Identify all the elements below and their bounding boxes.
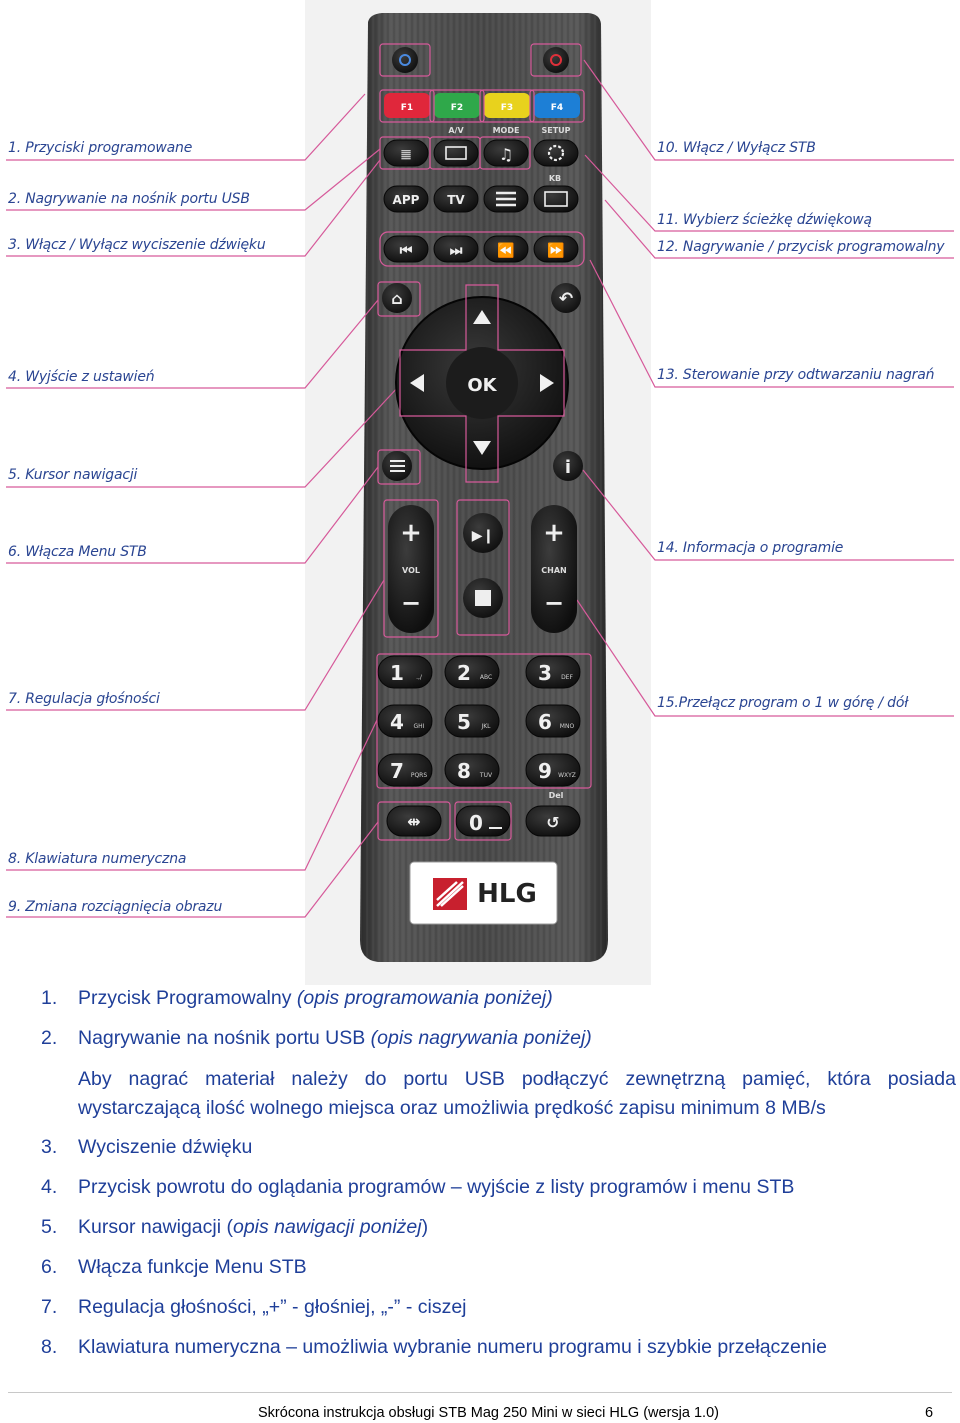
callout-program-info: 14. Informacja o programie: [657, 540, 844, 556]
callout-programmable-buttons: 1. Przyciski programowane: [8, 140, 193, 156]
list-item-7: [41, 1296, 467, 1319]
channel-down-icon: −: [543, 589, 565, 617]
usb-recording-paragraph: Aby nagrać materiał należy do portu USB podłączyć zewnętrzną pamięć, która posiada wystarczającą ilość wolnego miejsca oraz umożliwia prędkość zapisu minimum 8 MB/s: [78, 1068, 956, 1119]
number-key-digit: 9: [538, 759, 552, 783]
page-number: 6: [925, 1405, 934, 1421]
footer-text: Skrócona instrukcja obsługi STB Mag 250 Mini w sieci HLG (wersja 1.0): [258, 1405, 719, 1421]
number-key-digit: 5: [457, 710, 471, 734]
function-key-label-1: F1: [400, 103, 414, 113]
power-button: [543, 47, 569, 73]
list-item-5: [41, 1216, 428, 1239]
number-key-4: [378, 705, 432, 737]
back-icon: ↶: [558, 289, 574, 309]
play-pause-icon: ▶❙: [471, 528, 495, 544]
number-key-letters: WXYZ: [558, 772, 576, 779]
list-item-3: [41, 1136, 252, 1159]
footer-divider: [8, 1392, 952, 1393]
function-key-label-4: F4: [550, 103, 564, 113]
list-text: Regulacja głośności, „+” - głośniej, „-” - ciszej: [78, 1296, 467, 1318]
number-key-digit: 8: [457, 759, 471, 783]
number-key-6: [526, 705, 580, 737]
aspect-ratio-icon: ⇹: [407, 812, 421, 831]
callout-exit-settings: 4. Wyjście z ustawień: [8, 369, 155, 385]
list-item-4: [41, 1176, 794, 1199]
number-key-letters: TUV: [479, 772, 493, 779]
list-note: opis nawigacji poniżej: [232, 1216, 422, 1238]
callout-navigation-cursor: 5. Kursor nawigacji: [8, 467, 138, 483]
list-text: Przycisk powrotu do oglądania programów – wyjście z listy programów i menu STB: [78, 1176, 795, 1198]
zero-key-digit: 0: [469, 811, 483, 835]
volume-up-icon: +: [400, 518, 422, 548]
function-key-label-3: F3: [500, 103, 514, 113]
callout-mute: 3. Włącz / Wyłącz wyciszenie dźwięku: [8, 237, 266, 253]
chan-label: CHAN: [541, 566, 567, 575]
number-key-letters: ABC: [479, 674, 493, 681]
function-key-label-2: F2: [450, 103, 464, 113]
number-key-letters: .,/: [416, 674, 422, 681]
list-item-2: [41, 1027, 592, 1050]
number-key-9: [526, 754, 580, 786]
list-tail: ): [421, 1216, 429, 1238]
brand-name: HLG: [477, 879, 537, 909]
del-label: Del: [548, 791, 564, 800]
tv-label: TV: [447, 193, 465, 207]
list-number: 4.: [41, 1176, 58, 1198]
rewind-icon: ⏪: [497, 243, 515, 259]
app-label: APP: [392, 193, 420, 207]
number-key-1: [378, 656, 432, 688]
home-icon: ⌂: [391, 289, 403, 308]
number-key-digit: 6: [538, 710, 552, 734]
list-number: 3.: [41, 1136, 58, 1158]
channel-up-icon: +: [543, 518, 565, 548]
number-key-letters: JKL: [481, 723, 491, 730]
list-text: Klawiatura numeryczna – umożliwia wybranie numeru programu i szybkie przełączenie: [78, 1336, 827, 1358]
number-key-digit: 1: [390, 661, 404, 685]
list-number: 7.: [41, 1296, 58, 1318]
number-key-letters: GHI: [413, 723, 425, 730]
callout-record-programmable: 12. Nagrywanie / przycisk programowalny: [657, 239, 945, 255]
callout-channel-up-down: 15.Przełącz program o 1 w górę / dół: [657, 695, 909, 711]
list-item-1: [41, 987, 553, 1010]
list-text: Kursor nawigacji (: [78, 1216, 233, 1238]
list-text: Wyciszenie dźwięku: [78, 1136, 253, 1158]
info-icon: i: [564, 457, 572, 478]
list-text: Przycisk Programowalny: [78, 987, 297, 1009]
ok-label: OK: [467, 375, 497, 396]
list-text: Nagrywanie na nośnik portu USB: [78, 1027, 371, 1049]
list-number: 8.: [41, 1336, 58, 1358]
kb-label: KB: [548, 174, 562, 183]
av-label: A/V: [448, 126, 464, 135]
stop-icon: [475, 590, 491, 606]
number-key-2: [445, 656, 499, 688]
number-key-digit: 2: [457, 661, 471, 685]
list-item-8: [41, 1336, 827, 1359]
list-note: (opis programowania poniżej): [296, 987, 553, 1009]
fast-forward-icon: ⏩: [547, 243, 565, 259]
repeat-icon: ↺: [546, 813, 560, 832]
mute-icon: 𝄚: [401, 149, 411, 162]
setup-label: SETUP: [541, 126, 571, 135]
setup-button: [534, 140, 578, 166]
callout-aspect-ratio: 9. Zmiana rozciągnięcia obrazu: [8, 899, 223, 915]
list-text: Włącza funkcje Menu STB: [78, 1256, 307, 1278]
next-icon: ⏭: [449, 243, 463, 259]
number-key-5: [445, 705, 499, 737]
callout-playback-control: 13. Sterowanie przy odtwarzaniu nagrań: [657, 367, 935, 383]
number-key-8: [445, 754, 499, 786]
av-button: [434, 140, 478, 166]
music-note-icon: ♫: [498, 145, 514, 164]
number-key-letters: PQRS: [410, 772, 428, 779]
previous-icon: ⏮: [399, 243, 413, 259]
number-key-3: [526, 656, 580, 688]
callout-usb-recording: 2. Nagrywanie na nośnik portu USB: [8, 191, 250, 207]
callout-volume: 7. Regulacja głośności: [8, 691, 160, 707]
list-item-6: [41, 1256, 307, 1279]
callout-audio-track: 11. Wybierz ścieżkę dźwiękową: [657, 212, 872, 228]
list-number: 2.: [41, 1027, 58, 1049]
callout-power: 10. Włącz / Wyłącz STB: [657, 140, 816, 156]
number-key-digit: 4: [390, 710, 404, 734]
list-number: 5.: [41, 1216, 58, 1238]
list-number: 1.: [41, 987, 58, 1009]
volume-down-icon: −: [400, 589, 422, 617]
list-note: (opis nagrywania poniżej): [370, 1027, 592, 1049]
number-key-7: [378, 754, 432, 786]
vol-label: VOL: [402, 566, 420, 575]
zero-button: [456, 806, 510, 836]
mode-label: MODE: [492, 126, 520, 135]
number-key-digit: 3: [538, 661, 552, 685]
callout-menu: 6. Włącza Menu STB: [8, 544, 147, 560]
keyboard-button: [534, 186, 578, 212]
callout-numeric-keypad: 8. Klawiatura numeryczna: [8, 851, 187, 867]
left-power-button: [392, 47, 418, 73]
number-key-letters: DEF: [561, 674, 573, 681]
number-key-digit: 7: [390, 759, 404, 783]
list-number: 6.: [41, 1256, 58, 1278]
number-key-letters: MNO: [559, 723, 575, 730]
